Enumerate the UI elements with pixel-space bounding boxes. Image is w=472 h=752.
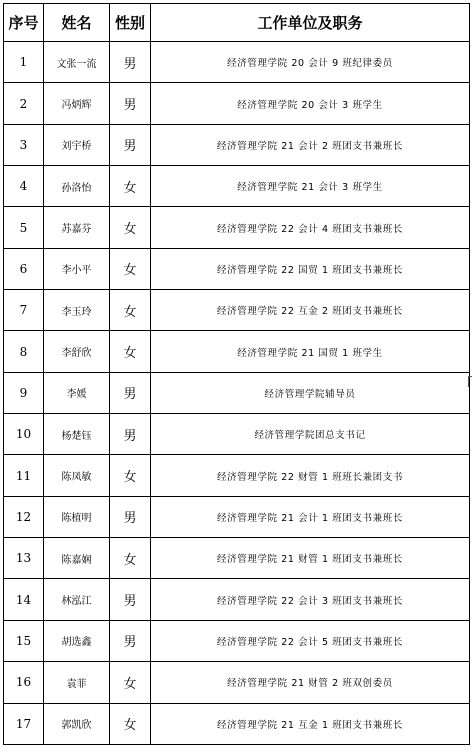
cell-name: 刘宇桥 [44,124,110,165]
cell-position: 经济管理学院 22 会计 4 班团支书兼班长 [151,207,470,248]
cell-name: 林泓江 [44,579,110,620]
cell-position: 经济管理学院 21 财管 2 班双创委员 [151,662,470,703]
table-row [4,166,470,207]
cell-name: 苏嘉芬 [44,207,110,248]
table-row [4,662,470,703]
cell-seq: 8 [4,331,44,372]
cell-name: 李小平 [44,248,110,289]
table-row [4,124,470,165]
cell-gender: 男 [110,496,151,537]
cell-position: 经济管理学院 22 财管 1 班班长兼团支书 [151,455,470,496]
table-row [4,414,470,455]
cell-name: 胡选鑫 [44,620,110,661]
cell-name: 冯炳辉 [44,83,110,124]
cell-seq: 16 [4,662,44,703]
cell-position: 经济管理学院 20 会计 3 班学生 [151,83,470,124]
table-row [4,42,470,83]
cell-position: 经济管理学院辅导员 [151,372,470,413]
table-row [4,331,470,372]
table-body [4,42,470,745]
cell-gender: 女 [110,166,151,207]
cell-seq: 2 [4,83,44,124]
cell-seq: 17 [4,703,44,744]
cell-name: 孙洛怡 [44,166,110,207]
cell-gender: 男 [110,620,151,661]
cell-gender: 女 [110,331,151,372]
cell-gender: 女 [110,703,151,744]
header-gender: 性别 [110,4,151,42]
cell-name: 李舒欣 [44,331,110,372]
cell-name: 杨楚钰 [44,414,110,455]
cell-seq: 15 [4,620,44,661]
table-row [4,538,470,579]
table-row [4,290,470,331]
table-row [4,579,470,620]
table-row [4,496,470,537]
cell-position: 经济管理学院 22 会计 3 班团支书兼班长 [151,579,470,620]
cell-name: 文张一流 [44,42,110,83]
cell-gender: 男 [110,42,151,83]
table-row [4,620,470,661]
header-position: 工作单位及职务 [151,4,470,42]
cell-position: 经济管理学院 22 国贸 1 班团支书兼班长 [151,248,470,289]
cell-position: 经济管理学院 21 会计 2 班团支书兼班长 [151,124,470,165]
cell-name: 袁菲 [44,662,110,703]
header-seq: 序号 [4,4,44,42]
cell-seq: 3 [4,124,44,165]
cell-name: 陈植明 [44,496,110,537]
cell-seq: 9 [4,372,44,413]
table-row [4,372,470,413]
cell-gender: 女 [110,248,151,289]
cell-seq: 6 [4,248,44,289]
cell-gender: 男 [110,124,151,165]
page-edge-mark [468,376,472,387]
cell-position: 经济管理学院 21 国贸 1 班学生 [151,331,470,372]
cell-seq: 14 [4,579,44,620]
cell-seq: 10 [4,414,44,455]
cell-seq: 1 [4,42,44,83]
cell-gender: 男 [110,414,151,455]
table-header [4,4,470,42]
cell-name: 郭凯欣 [44,703,110,744]
cell-name: 李玉玲 [44,290,110,331]
cell-gender: 女 [110,207,151,248]
cell-seq: 12 [4,496,44,537]
cell-seq: 5 [4,207,44,248]
cell-position: 经济管理学院 21 互金 1 班团支书兼班长 [151,703,470,744]
cell-position: 经济管理学院 21 会计 1 班团支书兼班长 [151,496,470,537]
table-row [4,703,470,744]
header-name: 姓名 [44,4,110,42]
cell-gender: 男 [110,579,151,620]
cell-gender: 女 [110,455,151,496]
cell-gender: 女 [110,290,151,331]
cell-seq: 13 [4,538,44,579]
table-row [4,248,470,289]
cell-gender: 男 [110,372,151,413]
roster-table [3,3,470,745]
cell-seq: 4 [4,166,44,207]
table-row [4,83,470,124]
cell-seq: 11 [4,455,44,496]
header-row [4,4,470,42]
table-row [4,455,470,496]
cell-position: 经济管理学院 21 财管 1 班团支书兼班长 [151,538,470,579]
cell-seq: 7 [4,290,44,331]
cell-name: 李媛 [44,372,110,413]
cell-name: 陈嘉娴 [44,538,110,579]
cell-name: 陈凤敏 [44,455,110,496]
table-row [4,207,470,248]
cell-position: 经济管理学院团总支书记 [151,414,470,455]
cell-gender: 女 [110,538,151,579]
cell-position: 经济管理学院 21 会计 3 班学生 [151,166,470,207]
cell-position: 经济管理学院 20 会计 9 班纪律委员 [151,42,470,83]
cell-gender: 男 [110,83,151,124]
cell-position: 经济管理学院 22 互金 2 班团支书兼班长 [151,290,470,331]
cell-gender: 女 [110,662,151,703]
cell-position: 经济管理学院 22 会计 5 班团支书兼班长 [151,620,470,661]
